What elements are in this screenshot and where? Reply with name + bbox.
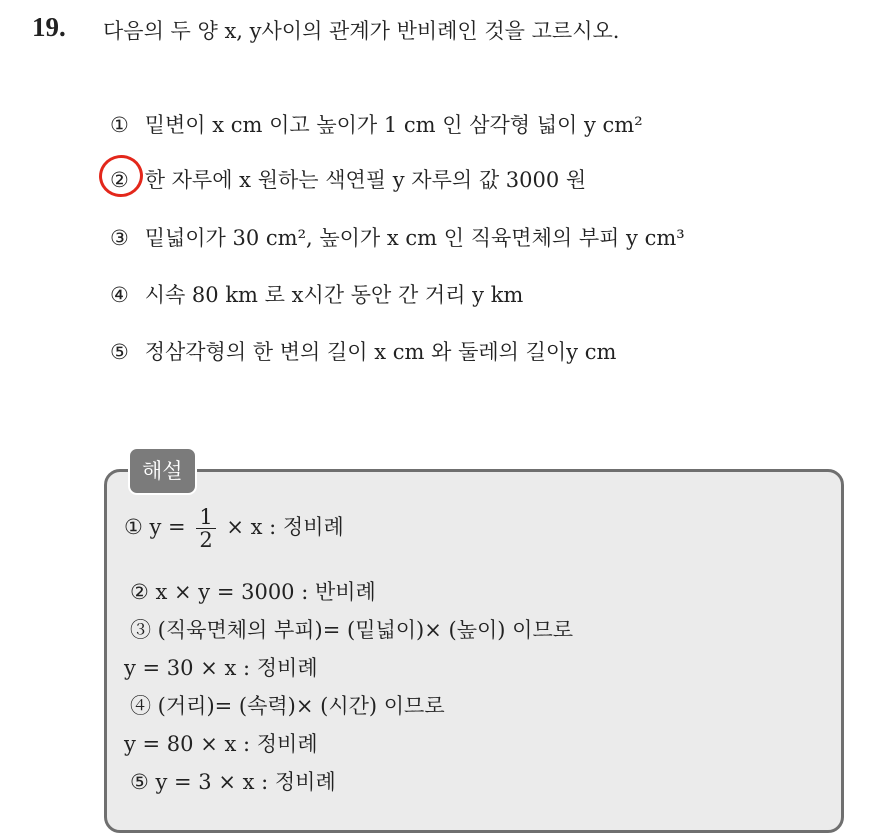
choice-2-mark: ②: [110, 168, 129, 192]
choice-3-text: 밑넓이가 30 cm², 높이가 x cm 인 직육면체의 부피 y cm³: [144, 226, 685, 250]
explanation-line-1-prefix: ① y =: [124, 515, 186, 539]
explanation-line-5: ④ (거리)= (속력)× (시간) 이므로: [130, 694, 445, 718]
choice-4[interactable]: [110, 279, 523, 309]
choice-3[interactable]: [110, 222, 685, 252]
question-number: 19.: [32, 12, 66, 42]
explanation-line-4: y = 30 × x : 정비례: [124, 656, 318, 680]
explanation-label: 해설: [128, 447, 197, 495]
choice-5[interactable]: [110, 336, 616, 366]
explanation-line-6: y = 80 × x : 정비례: [124, 732, 318, 756]
explanation-line-2: ② x × y = 3000 : 반비례: [130, 580, 376, 604]
choice-1-mark: ①: [110, 113, 129, 137]
choice-1[interactable]: [110, 109, 643, 139]
explanation-line-1: [124, 506, 344, 551]
choice-5-mark: ⑤: [110, 340, 129, 364]
choice-3-mark: ③: [110, 226, 129, 250]
choice-5-text: 정삼각형의 한 변의 길이 x cm 와 둘레의 길이y cm: [144, 340, 617, 364]
choice-1-text: 밑변이 x cm 이고 높이가 1 cm 인 삼각형 넓이 y cm²: [144, 113, 643, 137]
explanation-line-1-suffix: × x : 정비례: [226, 515, 344, 539]
fraction: [196, 506, 215, 551]
question-text: 다음의 두 양 x, y사이의 관계가 반비례인 것을 고르시오.: [103, 19, 620, 43]
choice-4-text: 시속 80 km 로 x시간 동안 간 거리 y km: [144, 283, 524, 307]
choice-4-mark: ④: [110, 283, 129, 307]
explanation-line-7: ⑤ y = 3 × x : 정비례: [130, 770, 336, 794]
choice-2[interactable]: [110, 164, 586, 194]
explanation-line-3: ③ (직육면체의 부피)= (밑넓이)× (높이) 이므로: [130, 618, 574, 642]
fraction-denominator: 2: [199, 528, 213, 552]
choice-2-text: 한 자루에 x 원하는 색연필 y 자루의 값 3000 원: [144, 168, 587, 192]
fraction-numerator: 1: [196, 506, 215, 529]
